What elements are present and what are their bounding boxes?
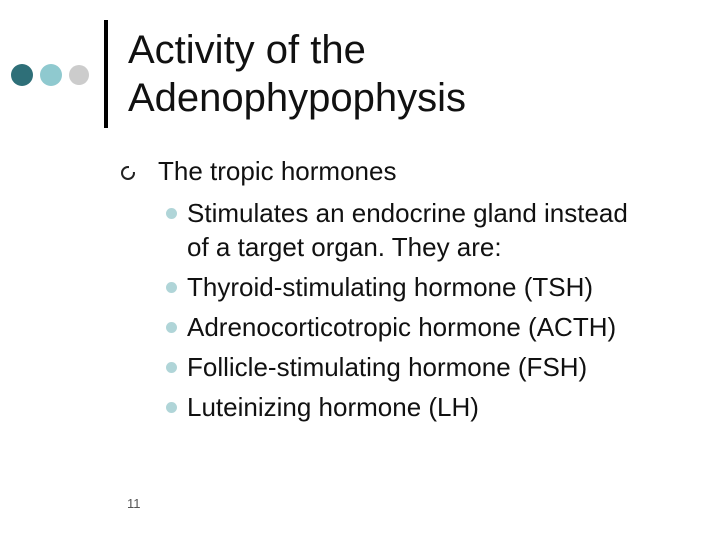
bullet-dot-icon <box>166 208 177 219</box>
sub-bullet-text-cont: of a target organ. They are: <box>187 232 502 262</box>
sub-bullet-item <box>166 310 616 344</box>
sub-bullet-item <box>166 390 479 424</box>
decor-dot-grey <box>69 65 89 85</box>
title-line-1: Activity of the <box>128 28 366 72</box>
ring-bullet-icon <box>121 166 135 180</box>
sub-bullet-text: Follicle-stimulating hormone (FSH) <box>187 352 588 382</box>
sub-bullet-item <box>166 350 587 384</box>
sub-bullet-item <box>166 196 686 264</box>
sub-bullet-text: Thyroid-stimulating hormone (TSH) <box>187 272 594 302</box>
bullet-dot-icon <box>166 362 177 373</box>
sub-bullet-text: Adrenocorticotropic hormone (ACTH) <box>187 312 617 342</box>
decor-dot-teal <box>40 64 62 86</box>
bullet-dot-icon <box>166 402 177 413</box>
title-divider <box>104 20 108 128</box>
bullet-dot-icon <box>166 282 177 293</box>
slide-title <box>128 26 466 122</box>
main-bullet-text: The tropic hormones <box>158 156 397 186</box>
bullet-dot-icon <box>166 322 177 333</box>
sub-bullet-text: Stimulates an endocrine gland instead <box>187 198 628 228</box>
decor-dot-dark <box>11 64 33 86</box>
sub-bullet-text: Luteinizing hormone (LH) <box>187 392 479 422</box>
sub-bullet-item <box>166 270 593 304</box>
page-number: 11 <box>127 496 141 511</box>
title-line-2: Adenophypophysis <box>128 76 467 120</box>
